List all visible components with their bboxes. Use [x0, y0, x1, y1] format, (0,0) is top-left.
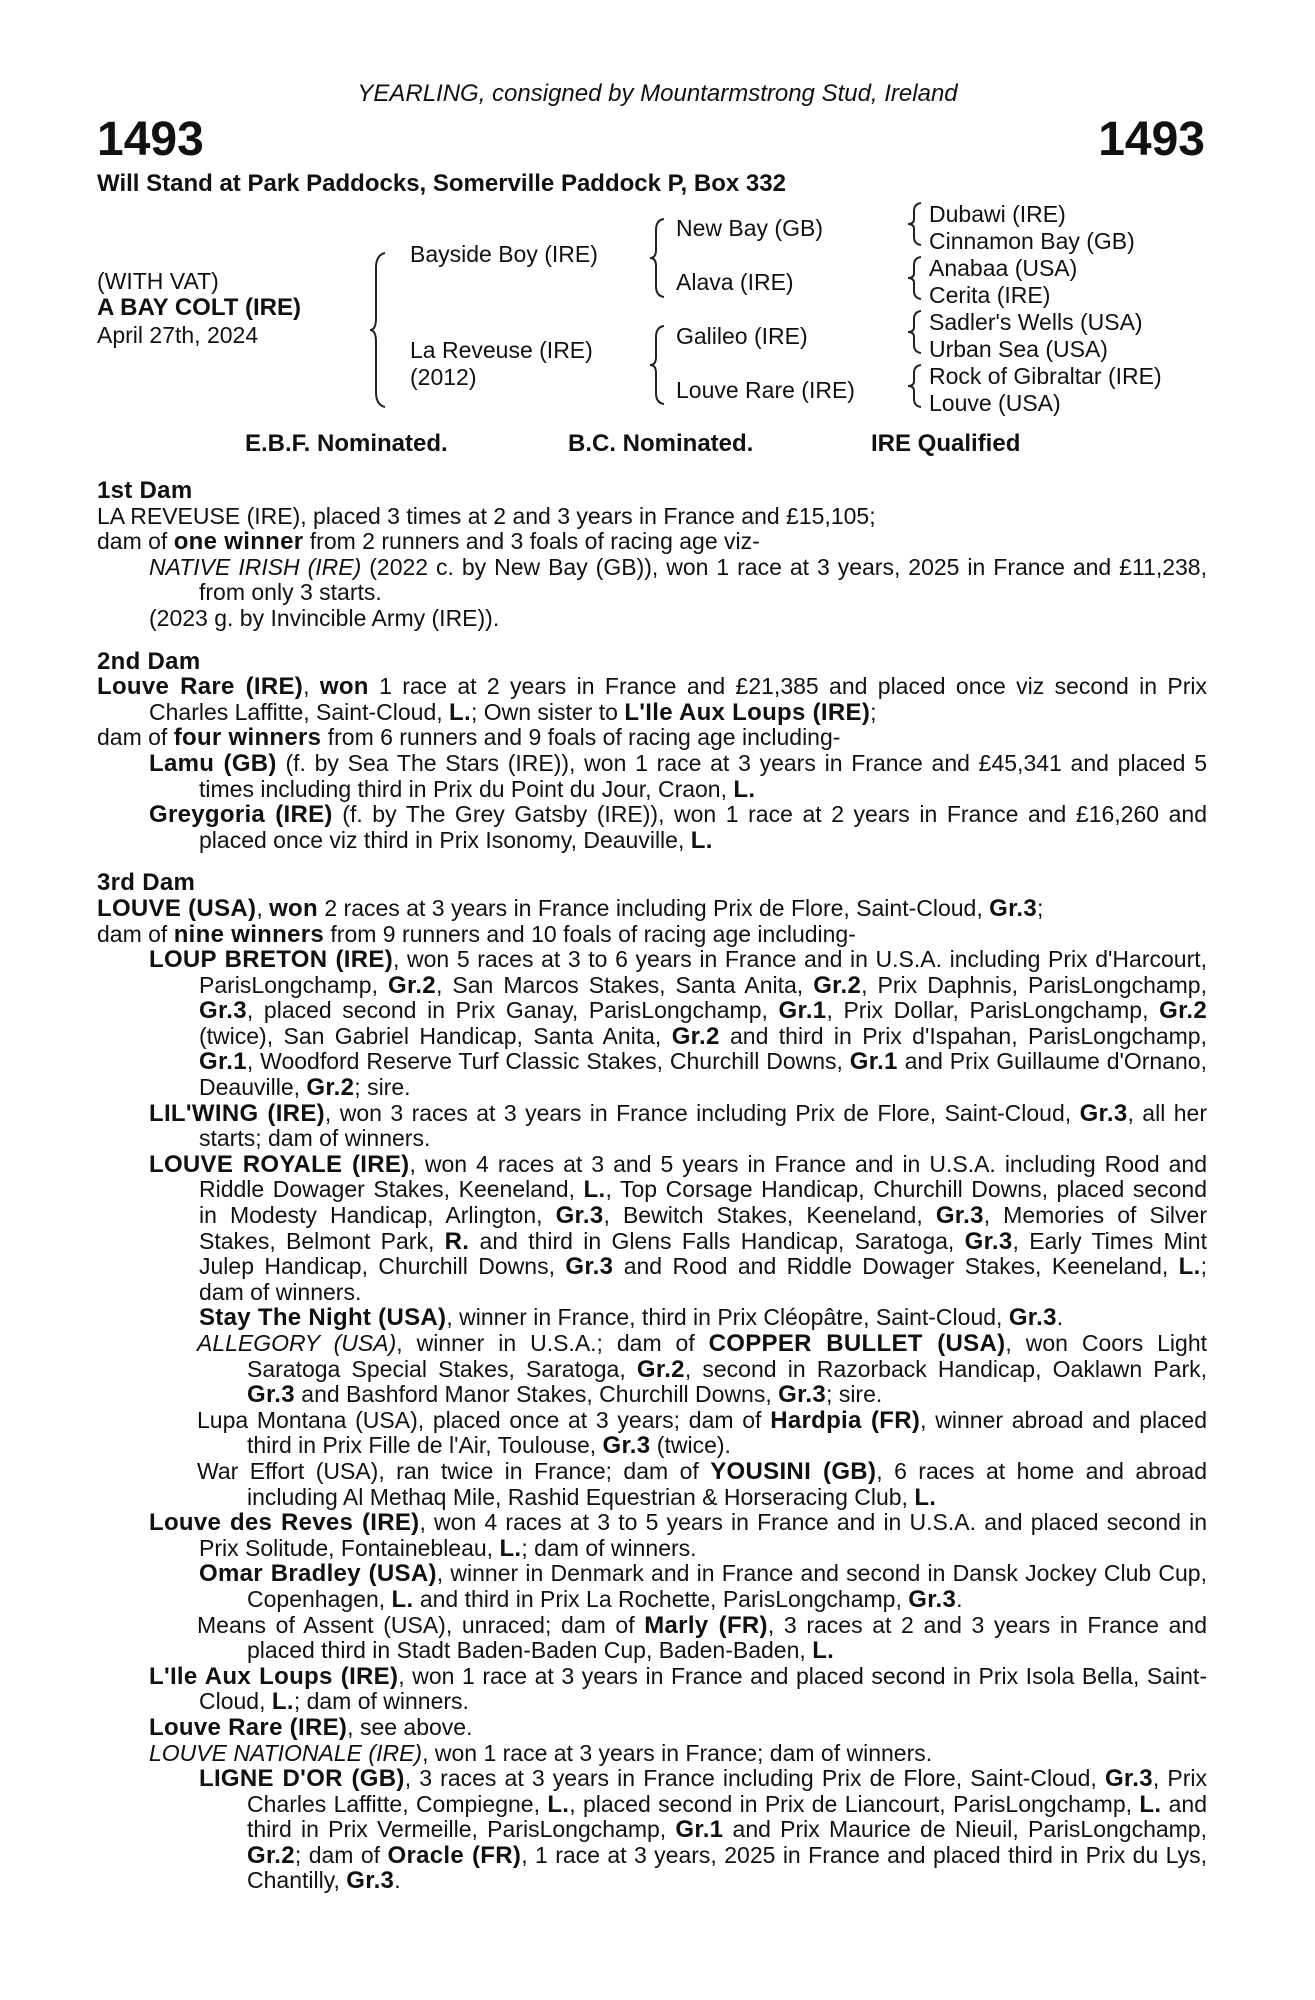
first-dam-produce: dam of one winner from 2 runners and 3 foals of racing age viz-	[97, 528, 760, 556]
pedigree-sire-dam: Alava (IRE)	[676, 269, 794, 295]
brace-dam	[648, 323, 668, 407]
foal-means-of-assent: Means of Assent (USA), unraced; dam of Marly (FR), 3 races at 2 and 3 years in France and placed third in Stadt Baden-Baden Cup, Baden-Baden, L.	[197, 1611, 1207, 1665]
second-dam-produce: dam of four winners from 6 runners and 9 foals of racing age including-	[97, 724, 841, 752]
pedigree-g3: Anabaa (USA)	[929, 255, 1078, 281]
dam-notes	[97, 478, 1207, 1894]
foal-ligne-dor: LIGNE D'OR (GB), 3 races at 3 years in France including Prix de Flore, Saint-Cloud, Gr.3, Prix Charles Laffitte, Compiegne, L., placed second in Prix de Liancourt, ParisLongchamp, L. and third in Prix Vermeille, ParisLongchamp, Gr.1 and Prix Maurice de Nieuil, ParisLongchamp, Gr.2; dam of Oracle (FR), 1 race at 3 years, 2025 in France and placed third in Prix du Lys, Chantilly, Gr.3.	[199, 1765, 1208, 1895]
second-dam-line: Louve Rare (IRE), won 1 race at 2 years in France and £21,385 and placed once viz second in Prix Charles Laffitte, Saint-Cloud, L.; Own sister to L'Ile Aux Loups (IRE);	[97, 673, 1207, 726]
pedigree-g8: Louve (USA)	[929, 390, 1061, 416]
third-dam-heading: 3rd Dam	[97, 869, 196, 897]
horse-name: A BAY COLT (IRE)	[97, 294, 302, 321]
foal-louve-royale: LOUVE ROYALE (IRE), won 4 races at 3 and 5 years in France and in U.S.A. including Rood and Riddle Dowager Stakes, Keeneland, L., Top Corsage Handicap, Churchill Downs, placed second in Modesty Handicap, Arlington, Gr.3, Bewitch Stakes, Keeneland, Gr.3, Memories of Silver Stakes, Belmont Park, R. and third in Glens Falls Handicap, Saratoga, Gr.3, Early Times Mint Julep Handicap, Churchill Downs, Gr.3 and Rood and Riddle Dowager Stakes, Keeneland, L.; dam of winners.	[149, 1150, 1207, 1305]
foal-louve-nationale: LOUVE NATIONALE (IRE), won 1 race at 3 years in France; dam of winners.	[149, 1739, 933, 1766]
second-dam-foal: Greygoria (IRE) (f. by The Grey Gatsby (IRE)), won 1 race at 2 years in France and £16,260 and placed once viz third in Prix Isonomy, Deauville, L.	[149, 801, 1207, 854]
bc-nomination: B.C. Nominated.	[568, 430, 754, 457]
pedigree-dam-year: (2012)	[410, 364, 477, 390]
third-dam-line: LOUVE (USA), won 2 races at 3 years in France including Prix de Flore, Saint-Cloud, Gr.3;	[97, 894, 1044, 922]
ire-qualification: IRE Qualified	[871, 430, 1021, 457]
pedigree-g2: Cinnamon Bay (GB)	[929, 228, 1135, 254]
foal-war-effort: War Effort (USA), ran twice in France; dam of YOUSINI (GB), 6 races at home and abroad including Al Methaq Mile, Rashid Equestrian & Horseracing Club, L.	[197, 1457, 1207, 1511]
pedigree-g1: Dubawi (IRE)	[929, 201, 1066, 227]
ebf-nomination: E.B.F. Nominated.	[245, 430, 448, 457]
pedigree-dam-sire: Galileo (IRE)	[676, 323, 808, 349]
foal-loup-breton: LOUP BRETON (IRE), won 5 races at 3 to 6 years in France and in U.S.A. including Prix d'Harcourt, ParisLongchamp, Gr.2, San Marcos Stakes, Santa Anita, Gr.2, Prix Daphnis, ParisLongchamp, Gr.3, placed second in Prix Ganay, ParisLongchamp, Gr.1, Prix Dollar, ParisLongchamp, Gr.2 (twice), San Gabriel Handicap, Santa Anita, Gr.2 and third in Prix d'Ispahan, ParisLongchamp, Gr.1, Woodford Reserve Turf Classic Stakes, Churchill Downs, Gr.1 and Prix Guillaume d'Ornano, Deauville, Gr.2; sire.	[149, 946, 1208, 1102]
pedigree-dam: La Reveuse (IRE)	[410, 337, 593, 363]
foal-lupa-montana: Lupa Montana (USA), placed once at 3 years; dam of Hardpia (FR), winner abroad and placed third in Prix Fille de l'Air, Toulouse, Gr.3 (twice).	[197, 1406, 1207, 1460]
brace-sire	[648, 216, 668, 300]
foal-allegory: ALLEGORY (USA), winner in U.S.A.; dam of COPPER BULLET (USA), won Coors Light Saratoga Special Stakes, Saratoga, Gr.2, second in Razorback Handicap, Oaklawn Park, Gr.3 and Bashford Manor Stakes, Churchill Downs, Gr.3; sire.	[197, 1330, 1208, 1409]
lot-number-right: 1493	[1098, 113, 1205, 166]
foal-louve-rare: Louve Rare (IRE), see above.	[149, 1713, 473, 1741]
first-dam-foal: NATIVE IRISH (IRE) (2022 c. by New Bay (GB)), won 1 race at 3 years, 2025 in France and £11,238, from only 3 starts.	[149, 553, 1207, 606]
first-dam-heading: 1st Dam	[97, 477, 193, 504]
first-dam-line: LA REVEUSE (IRE), placed 3 times at 2 and 3 years in France and £15,105;	[97, 502, 876, 529]
brace-g4	[906, 363, 924, 409]
pedigree-g7: Rock of Gibraltar (IRE)	[929, 363, 1162, 389]
brace-g1	[906, 201, 924, 247]
brace-g2	[906, 255, 924, 301]
second-dam-heading: 2nd Dam	[97, 647, 201, 675]
foal-stay-the-night: Stay The Night (USA), winner in France, third in Prix Cléopâtre, Saint-Cloud, Gr.3.	[199, 1304, 1064, 1332]
pedigree-sire-sire: New Bay (GB)	[676, 215, 823, 241]
foal-lil-wing: LIL'WING (IRE), won 3 races at 3 years in France including Prix de Flore, Saint-Cloud, Gr.3, all her starts; dam of winners.	[149, 1099, 1207, 1152]
pedigree-g5: Sadler's Wells (USA)	[929, 309, 1143, 335]
second-dam-foal: Lamu (GB) (f. by Sea The Stars (IRE)), won 1 race at 3 years in France and £45,341 and placed 5 times including third in Prix du Point du Jour, Craon, L.	[149, 749, 1207, 803]
foal-lile-aux-loups: L'Ile Aux Loups (IRE), won 1 race at 3 years in France and placed second in Prix Isola Bella, Saint-Cloud, L.; dam of winners.	[149, 1662, 1207, 1716]
consignment-line: YEARLING, consigned by Mountarmstrong Stud, Ireland	[357, 80, 958, 107]
third-dam-produce: dam of nine winners from 9 runners and 10 foals of racing age including-	[97, 920, 856, 948]
stable-location: Will Stand at Park Paddocks, Somerville Paddock P, Box 332	[97, 170, 786, 197]
foal-omar-bradley: Omar Bradley (USA), winner in Denmark and in France and second in Dansk Jockey Club Cup, Copenhagen, L. and third in Prix La Rochette, ParisLongchamp, Gr.3.	[199, 1560, 1207, 1613]
pedigree-g6: Urban Sea (USA)	[929, 336, 1108, 362]
lot-number-left: 1493	[97, 113, 204, 166]
brace-gen1	[368, 250, 390, 410]
vat-note: (WITH VAT)	[97, 268, 219, 294]
first-dam-foal: (2023 g. by Invincible Army (IRE)).	[149, 604, 500, 631]
pedigree-g4: Cerita (IRE)	[929, 282, 1051, 308]
pedigree-sire: Bayside Boy (IRE)	[410, 241, 598, 267]
foal-louve-des-reves: Louve des Reves (IRE), won 4 races at 3 to 5 years in France and in U.S.A. and placed second in Prix Solitude, Fontainebleau, L.; dam of winners.	[149, 1509, 1207, 1562]
pedigree-dam-dam: Louve Rare (IRE)	[676, 377, 855, 403]
horse-dob: April 27th, 2024	[97, 322, 259, 348]
brace-g3	[906, 309, 924, 355]
